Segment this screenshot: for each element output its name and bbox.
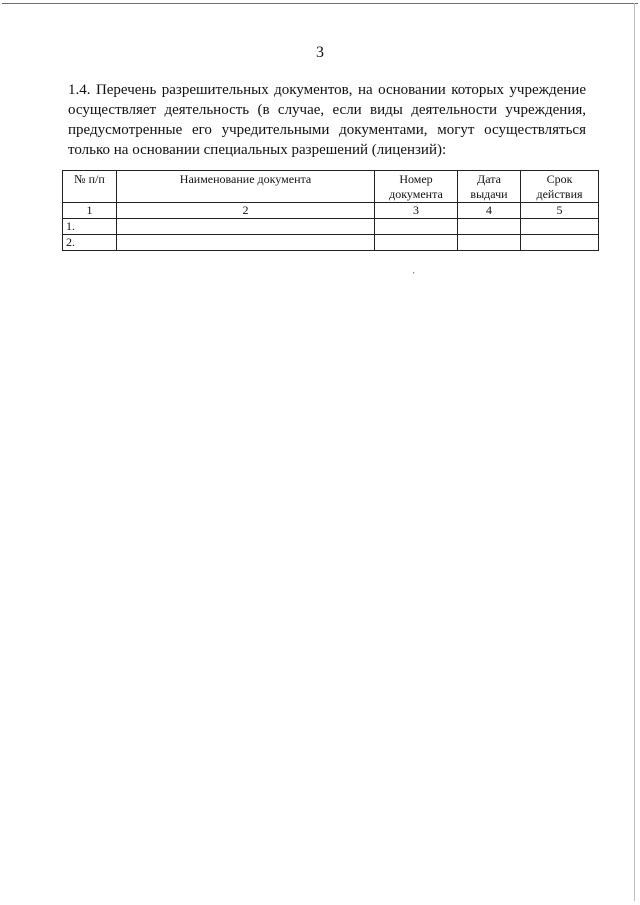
header-number: № п/п bbox=[63, 171, 117, 203]
row-number-cell: 2. bbox=[63, 235, 117, 251]
column-number-row bbox=[63, 203, 599, 219]
header-document-number: Номер документа bbox=[375, 171, 458, 203]
table-header-row bbox=[63, 171, 599, 203]
column-number-cell: 4 bbox=[458, 203, 521, 219]
column-number-cell: 1 bbox=[63, 203, 117, 219]
document-number-cell bbox=[375, 219, 458, 235]
issue-date-cell bbox=[458, 235, 521, 251]
row-number-cell: 1. bbox=[63, 219, 117, 235]
column-number-cell: 3 bbox=[375, 203, 458, 219]
permits-table bbox=[62, 170, 599, 251]
stray-ink-mark: ˌ bbox=[412, 262, 416, 274]
header-validity-period: Срок действия bbox=[521, 171, 599, 203]
page-number: 3 bbox=[316, 44, 324, 61]
page-right-edge bbox=[634, 3, 635, 901]
table-row bbox=[63, 219, 599, 235]
page-top-edge bbox=[2, 3, 638, 4]
header-document-name: Наименование документа bbox=[117, 171, 375, 203]
table-row bbox=[63, 235, 599, 251]
validity-period-cell bbox=[521, 219, 599, 235]
section-paragraph: 1.4. Перечень разрешительных документов, на основании которых учреждение осуществляет деятельность (в случае, если виды деятельности учреждения, предусмотренные его учредительными документами, могут осуществляться только на основании специальных разрешений (лицензий): bbox=[68, 82, 586, 158]
document-name-cell bbox=[117, 219, 375, 235]
column-number-cell: 2 bbox=[117, 203, 375, 219]
issue-date-cell bbox=[458, 219, 521, 235]
document-number-cell bbox=[375, 235, 458, 251]
validity-period-cell bbox=[521, 235, 599, 251]
column-number-cell: 5 bbox=[521, 203, 599, 219]
document-name-cell bbox=[117, 235, 375, 251]
header-issue-date: Дата выдачи bbox=[458, 171, 521, 203]
